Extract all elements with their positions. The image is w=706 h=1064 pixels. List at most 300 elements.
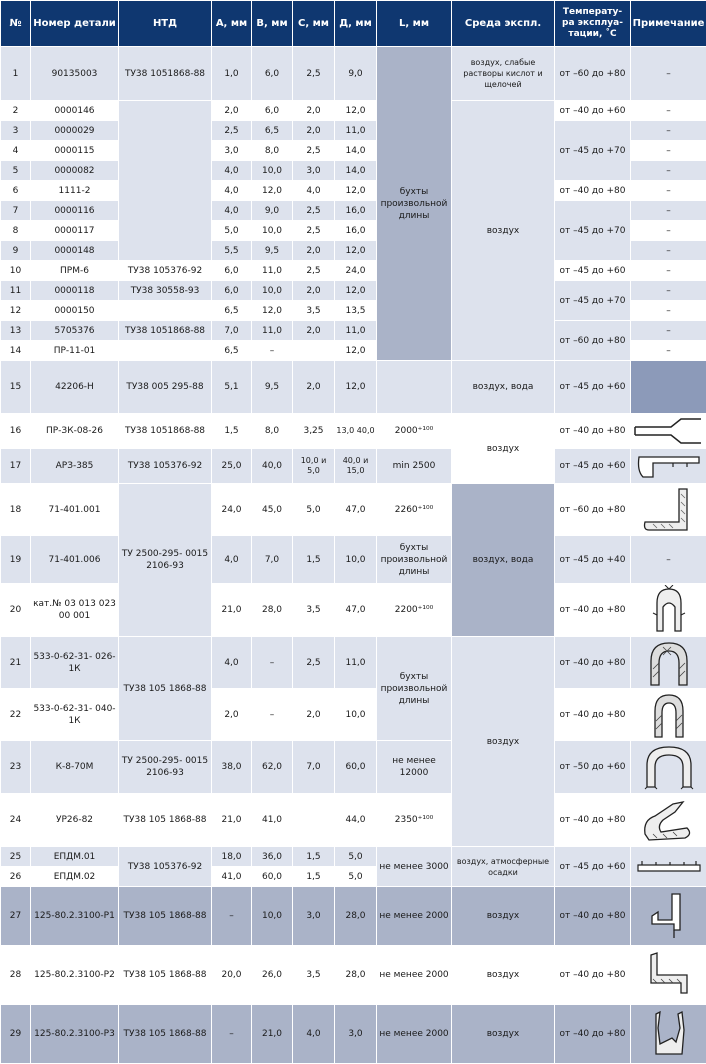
cell-c: 3,25 bbox=[293, 414, 335, 449]
cell-a: 4,0 bbox=[212, 536, 252, 584]
cell-part: 0000146 bbox=[31, 101, 119, 121]
cell-num: 3 bbox=[1, 121, 31, 141]
header-b: В, мм bbox=[252, 1, 293, 47]
cell-a: – bbox=[212, 887, 252, 946]
cell-ntd: ТУ38 105 1868-88 bbox=[119, 794, 212, 847]
cell-num: 15 bbox=[1, 361, 31, 414]
cell-l: не менее 3000 bbox=[377, 847, 452, 887]
cell-b: 6,0 bbox=[252, 101, 293, 121]
cell-a: 7,0 bbox=[212, 321, 252, 341]
cell-temp: от –45 до +60 bbox=[555, 847, 631, 887]
cell-b: 41,0 bbox=[252, 794, 293, 847]
cell-l: 2200⁺¹⁰⁰ bbox=[377, 584, 452, 637]
cell-temp: от –40 до +80 bbox=[555, 584, 631, 637]
cell-a: 5,1 bbox=[212, 361, 252, 414]
cell-ntd: ТУ38 105376-92 bbox=[119, 847, 212, 887]
cell-d: 16,0 bbox=[335, 201, 377, 221]
cell-d: 47,0 bbox=[335, 484, 377, 536]
cell-l: бухты произвольной длины bbox=[377, 536, 452, 584]
cell-note: – bbox=[631, 261, 706, 281]
cell-note bbox=[631, 449, 706, 484]
cell-note: – bbox=[631, 101, 706, 121]
cell-env: воздух bbox=[452, 887, 555, 946]
cell-b: 12,0 bbox=[252, 301, 293, 321]
cell-note bbox=[631, 847, 706, 887]
cell-l bbox=[377, 361, 452, 414]
cell-num: 18 bbox=[1, 484, 31, 536]
cell-c: 2,0 bbox=[293, 689, 335, 741]
cell-b: – bbox=[252, 689, 293, 741]
cell-temp: от –40 до +80 bbox=[555, 794, 631, 847]
cell-temp: от –40 до +80 bbox=[555, 414, 631, 449]
cell-d: 10,0 bbox=[335, 536, 377, 584]
cell-a: 2,0 bbox=[212, 689, 252, 741]
cell-note bbox=[631, 741, 706, 794]
cell-part: 125-80.2.3100-Р2 bbox=[31, 946, 119, 1005]
table-row bbox=[1, 181, 706, 201]
cell-note: – bbox=[631, 241, 706, 261]
cell-num: 5 bbox=[1, 161, 31, 181]
cell-d: 5,0 bbox=[335, 847, 377, 867]
table-row bbox=[1, 794, 706, 847]
cell-temp: от –40 до +60 bbox=[555, 101, 631, 121]
cell-a: 6,5 bbox=[212, 301, 252, 321]
cell-num: 23 bbox=[1, 741, 31, 794]
cell-temp: от –45 до +60 bbox=[555, 449, 631, 484]
cell-temp: от –40 до +80 bbox=[555, 181, 631, 201]
table-row bbox=[1, 536, 706, 584]
header-note: Примечание bbox=[631, 1, 706, 47]
cell-a: 5,5 bbox=[212, 241, 252, 261]
hook-profile-icon bbox=[639, 798, 699, 842]
cell-b: 28,0 bbox=[252, 584, 293, 637]
cell-note: – bbox=[631, 161, 706, 181]
cell-ntd bbox=[119, 301, 212, 321]
step-profile-icon bbox=[644, 890, 694, 942]
cell-num: 13 bbox=[1, 321, 31, 341]
cell-b: 21,0 bbox=[252, 1005, 293, 1064]
cell-env: воздух, вода bbox=[452, 484, 555, 637]
cell-a: – bbox=[212, 1005, 252, 1064]
cell-c: 5,0 bbox=[293, 484, 335, 536]
table-row bbox=[1, 946, 706, 1005]
cell-c: 1,5 bbox=[293, 536, 335, 584]
cell-c: 2,5 bbox=[293, 637, 335, 689]
cell-note bbox=[631, 794, 706, 847]
cell-ntd: ТУ38 105 1868-88 bbox=[119, 946, 212, 1005]
cell-ntd: ТУ38 105 1868-88 bbox=[119, 887, 212, 946]
cell-part: 0000029 bbox=[31, 121, 119, 141]
cell-num: 26 bbox=[1, 867, 31, 887]
cell-num: 22 bbox=[1, 689, 31, 741]
cell-part: 0000148 bbox=[31, 241, 119, 261]
cell-d: 14,0 bbox=[335, 161, 377, 181]
cell-part: 1111-2 bbox=[31, 181, 119, 201]
cell-d: 11,0 bbox=[335, 637, 377, 689]
cell-b: – bbox=[252, 637, 293, 689]
cell-c: 1,5 bbox=[293, 847, 335, 867]
table-row bbox=[1, 321, 706, 341]
cell-num: 14 bbox=[1, 341, 31, 361]
cell-note: – bbox=[631, 536, 706, 584]
cell-num: 17 bbox=[1, 449, 31, 484]
cell-a: 6,0 bbox=[212, 261, 252, 281]
cell-b: 40,0 bbox=[252, 449, 293, 484]
cell-ntd: ТУ 2500-295- 0015 2106-93 bbox=[119, 484, 212, 637]
cell-part: ПРМ-6 bbox=[31, 261, 119, 281]
l-profile-icon bbox=[639, 486, 699, 534]
cell-part: 0000082 bbox=[31, 161, 119, 181]
cell-l: не менее 12000 bbox=[377, 741, 452, 794]
cell-a: 21,0 bbox=[212, 794, 252, 847]
cell-env: воздух bbox=[452, 101, 555, 361]
cell-part: 90135003 bbox=[31, 47, 119, 101]
cell-c: 2,5 bbox=[293, 221, 335, 241]
cell-ntd: ТУ38 105 1868-88 bbox=[119, 637, 212, 741]
cell-a: 3,0 bbox=[212, 141, 252, 161]
header-env: Среда экспл. bbox=[452, 1, 555, 47]
cell-ntd: ТУ38 1051868-88 bbox=[119, 321, 212, 341]
cell-a: 25,0 bbox=[212, 449, 252, 484]
cell-ntd: ТУ38 1051868-88 bbox=[119, 47, 212, 101]
cell-c: 2,0 bbox=[293, 241, 335, 261]
header-temp: Температу- ра эксплуа- тации, ˚С bbox=[555, 1, 631, 47]
cell-ntd: ТУ 2500-295- 0015 2106-93 bbox=[119, 741, 212, 794]
cell-part: ПР-11-01 bbox=[31, 341, 119, 361]
cell-c: 2,5 bbox=[293, 261, 335, 281]
cell-temp: от –60 до +80 bbox=[555, 484, 631, 536]
cell-d: 12,0 bbox=[335, 361, 377, 414]
cell-d: 47,0 bbox=[335, 584, 377, 637]
table-row bbox=[1, 637, 706, 689]
cell-part: ПР-ЗК-08-26 bbox=[31, 414, 119, 449]
cell-ntd: ТУ38 105376-92 bbox=[119, 261, 212, 281]
cell-c: 7,0 bbox=[293, 741, 335, 794]
cell-c bbox=[293, 341, 335, 361]
cell-num: 25 bbox=[1, 847, 31, 867]
cell-note: – bbox=[631, 221, 706, 241]
cell-b: 9,5 bbox=[252, 361, 293, 414]
cell-num: 19 bbox=[1, 536, 31, 584]
cell-c: 2,0 bbox=[293, 121, 335, 141]
cell-b: 9,5 bbox=[252, 241, 293, 261]
cell-d: 12,0 bbox=[335, 181, 377, 201]
cell-part: 125-80.2.3100-Р1 bbox=[31, 887, 119, 946]
cell-temp: от –50 до +60 bbox=[555, 741, 631, 794]
table-row bbox=[1, 201, 706, 221]
cell-a: 4,0 bbox=[212, 637, 252, 689]
cell-note bbox=[631, 584, 706, 637]
cell-a: 4,0 bbox=[212, 161, 252, 181]
cell-temp: от –40 до +80 bbox=[555, 1005, 631, 1064]
cell-a: 2,0 bbox=[212, 101, 252, 121]
cell-b: 60,0 bbox=[252, 867, 293, 887]
cell-b: 6,0 bbox=[252, 47, 293, 101]
cell-b: 10,0 bbox=[252, 887, 293, 946]
cell-d: 12,0 bbox=[335, 241, 377, 261]
cell-note: – bbox=[631, 281, 706, 301]
cell-a: 1,5 bbox=[212, 414, 252, 449]
cell-part: УР26-82 bbox=[31, 794, 119, 847]
cell-temp: от –45 до +60 bbox=[555, 261, 631, 281]
cell-note: – bbox=[631, 47, 706, 101]
cell-a: 41,0 bbox=[212, 867, 252, 887]
y-profile-icon bbox=[633, 416, 705, 446]
cell-part: 0000116 bbox=[31, 201, 119, 221]
cell-note bbox=[631, 946, 706, 1005]
table-row bbox=[1, 847, 706, 867]
cell-b: 11,0 bbox=[252, 321, 293, 341]
cell-c: 2,0 bbox=[293, 361, 335, 414]
cell-a: 38,0 bbox=[212, 741, 252, 794]
cell-part: 0000150 bbox=[31, 301, 119, 321]
cell-c: 10,0 и 5,0 bbox=[293, 449, 335, 484]
cell-num: 11 bbox=[1, 281, 31, 301]
cell-note: – bbox=[631, 301, 706, 321]
cell-b: 10,0 bbox=[252, 161, 293, 181]
cell-b: 6,5 bbox=[252, 121, 293, 141]
cell-ntd bbox=[119, 101, 212, 261]
cell-part: 71-401.006 bbox=[31, 536, 119, 584]
cell-c: 3,5 bbox=[293, 946, 335, 1005]
cell-note: – bbox=[631, 141, 706, 161]
table-row bbox=[1, 121, 706, 141]
cell-l: бухты произвольной длины bbox=[377, 637, 452, 741]
cell-b: 8,0 bbox=[252, 414, 293, 449]
cell-c: 2,0 bbox=[293, 281, 335, 301]
cell-c: 3,5 bbox=[293, 301, 335, 321]
cell-a: 20,0 bbox=[212, 946, 252, 1005]
header-num: № bbox=[1, 1, 31, 47]
cell-num: 7 bbox=[1, 201, 31, 221]
cell-part: 0000115 bbox=[31, 141, 119, 161]
cell-note bbox=[631, 637, 706, 689]
cell-d: 10,0 bbox=[335, 689, 377, 741]
header-row bbox=[1, 1, 706, 47]
cell-ntd: ТУ38 1051868-88 bbox=[119, 414, 212, 449]
cell-l: не менее 2000 bbox=[377, 946, 452, 1005]
cell-part: АРЗ-385 bbox=[31, 449, 119, 484]
cell-part: 71-401.001 bbox=[31, 484, 119, 536]
cell-note: – bbox=[631, 321, 706, 341]
cell-ntd bbox=[119, 341, 212, 361]
cell-l: min 2500 bbox=[377, 449, 452, 484]
cell-env: воздух, слабые растворы кислот и щелочей bbox=[452, 47, 555, 101]
cell-env: воздух bbox=[452, 637, 555, 847]
flat-strip-icon bbox=[634, 857, 704, 877]
cell-d: 44,0 bbox=[335, 794, 377, 847]
table-row bbox=[1, 887, 706, 946]
cell-num: 29 bbox=[1, 1005, 31, 1064]
cell-b: 7,0 bbox=[252, 536, 293, 584]
narrow-u-profile-icon bbox=[647, 691, 691, 739]
cell-temp: от –40 до +80 bbox=[555, 689, 631, 741]
cell-a: 24,0 bbox=[212, 484, 252, 536]
table-row bbox=[1, 281, 706, 301]
cell-temp: от –40 до +80 bbox=[555, 637, 631, 689]
cell-note: – bbox=[631, 181, 706, 201]
cell-d: 5,0 bbox=[335, 867, 377, 887]
cell-l: 2350⁺¹⁰⁰ bbox=[377, 794, 452, 847]
cell-part: кат.№ 03 013 023 00 001 bbox=[31, 584, 119, 637]
table-row bbox=[1, 584, 706, 637]
cell-l: не менее 2000 bbox=[377, 887, 452, 946]
z-profile-icon bbox=[641, 949, 697, 1001]
u-profile-icon bbox=[645, 639, 693, 687]
cell-d: 12,0 bbox=[335, 341, 377, 361]
cell-note bbox=[631, 414, 706, 449]
cell-env: воздух bbox=[452, 1005, 555, 1064]
cell-d: 11,0 bbox=[335, 121, 377, 141]
cell-ntd: ТУ38 005 295-88 bbox=[119, 361, 212, 414]
cell-note bbox=[631, 484, 706, 536]
cell-a: 1,0 bbox=[212, 47, 252, 101]
cell-d: 28,0 bbox=[335, 887, 377, 946]
clip-profile-icon bbox=[647, 585, 691, 635]
cell-note: – bbox=[631, 121, 706, 141]
cell-b: 36,0 bbox=[252, 847, 293, 867]
cell-env: воздух, атмосферные осадки bbox=[452, 847, 555, 887]
cell-c: 2,5 bbox=[293, 201, 335, 221]
cell-b: 9,0 bbox=[252, 201, 293, 221]
cell-ntd: ТУ38 30558-93 bbox=[119, 281, 212, 301]
cell-ntd: ТУ38 105 1868-88 bbox=[119, 1005, 212, 1064]
cell-b: 12,0 bbox=[252, 181, 293, 201]
cell-a: 18,0 bbox=[212, 847, 252, 867]
cell-l: 2000⁺¹⁰⁰ bbox=[377, 414, 452, 449]
cell-d: 13,5 bbox=[335, 301, 377, 321]
cell-d: 60,0 bbox=[335, 741, 377, 794]
cell-num: 1 bbox=[1, 47, 31, 101]
cell-temp: от –45 до +70 bbox=[555, 201, 631, 261]
table-row bbox=[1, 361, 706, 414]
header-d: Д, мм bbox=[335, 1, 377, 47]
color-swatch bbox=[631, 361, 706, 414]
cell-num: 9 bbox=[1, 241, 31, 261]
cell-num: 4 bbox=[1, 141, 31, 161]
cell-c: 2,5 bbox=[293, 141, 335, 161]
cell-d: 9,0 bbox=[335, 47, 377, 101]
cell-num: 28 bbox=[1, 946, 31, 1005]
cell-a: 4,0 bbox=[212, 181, 252, 201]
cell-num: 21 bbox=[1, 637, 31, 689]
cell-temp: от –60 до +80 bbox=[555, 47, 631, 101]
cell-ntd: ТУ38 105376-92 bbox=[119, 449, 212, 484]
cell-part: 533-0-62-31- 040-1К bbox=[31, 689, 119, 741]
cell-d: 24,0 bbox=[335, 261, 377, 281]
cell-a: 6,0 bbox=[212, 281, 252, 301]
cell-c bbox=[293, 794, 335, 847]
channel-profile-icon bbox=[644, 1008, 694, 1060]
cell-temp: от –45 до +70 bbox=[555, 281, 631, 321]
cell-a: 2,5 bbox=[212, 121, 252, 141]
cell-temp: от –60 до +80 bbox=[555, 321, 631, 361]
cell-c: 2,0 bbox=[293, 321, 335, 341]
cell-b: 45,0 bbox=[252, 484, 293, 536]
large-u-profile-icon bbox=[643, 743, 695, 791]
cell-d: 14,0 bbox=[335, 141, 377, 161]
cell-b: 11,0 bbox=[252, 261, 293, 281]
cell-num: 24 bbox=[1, 794, 31, 847]
t-profile-icon bbox=[633, 451, 705, 481]
cell-part: 0000117 bbox=[31, 221, 119, 241]
cell-b: 10,0 bbox=[252, 221, 293, 241]
cell-l: не менее 2000 bbox=[377, 1005, 452, 1064]
cell-num: 20 bbox=[1, 584, 31, 637]
cell-num: 12 bbox=[1, 301, 31, 321]
cell-temp: от –40 до +80 bbox=[555, 887, 631, 946]
cell-temp: от –40 до +80 bbox=[555, 946, 631, 1005]
cell-d: 12,0 bbox=[335, 101, 377, 121]
cell-env: воздух, вода bbox=[452, 361, 555, 414]
cell-note: – bbox=[631, 341, 706, 361]
cell-a: 21,0 bbox=[212, 584, 252, 637]
cell-note bbox=[631, 689, 706, 741]
cell-num: 27 bbox=[1, 887, 31, 946]
cell-num: 2 bbox=[1, 101, 31, 121]
cell-d: 3,0 bbox=[335, 1005, 377, 1064]
cell-temp: от –45 до +60 bbox=[555, 361, 631, 414]
cell-c: 2,0 bbox=[293, 101, 335, 121]
cell-b: 62,0 bbox=[252, 741, 293, 794]
cell-d: 12,0 bbox=[335, 281, 377, 301]
cell-part: ЕПДМ.01 bbox=[31, 847, 119, 867]
table-row bbox=[1, 741, 706, 794]
cell-part: 42206-Н bbox=[31, 361, 119, 414]
cell-a: 4,0 bbox=[212, 201, 252, 221]
table-row bbox=[1, 47, 706, 101]
cell-a: 6,5 bbox=[212, 341, 252, 361]
cell-l: бухты произвольной длины bbox=[377, 47, 452, 361]
cell-part: ЕПДМ.02 bbox=[31, 867, 119, 887]
cell-b: – bbox=[252, 341, 293, 361]
cell-part: К-8-70М bbox=[31, 741, 119, 794]
cell-c: 4,0 bbox=[293, 181, 335, 201]
cell-c: 3,0 bbox=[293, 887, 335, 946]
header-ntd: НТД bbox=[119, 1, 212, 47]
cell-num: 10 bbox=[1, 261, 31, 281]
cell-temp: от –45 до +40 bbox=[555, 536, 631, 584]
header-a: А, мм bbox=[212, 1, 252, 47]
cell-b: 26,0 bbox=[252, 946, 293, 1005]
cell-note bbox=[631, 887, 706, 946]
cell-part: 125-80.2.3100-Р3 bbox=[31, 1005, 119, 1064]
cell-num: 8 bbox=[1, 221, 31, 241]
table-row bbox=[1, 689, 706, 741]
cell-temp: от –45 до +70 bbox=[555, 121, 631, 181]
cell-d: 28,0 bbox=[335, 946, 377, 1005]
table-row bbox=[1, 449, 706, 484]
table-row bbox=[1, 261, 706, 281]
header-c: С, мм bbox=[293, 1, 335, 47]
cell-b: 10,0 bbox=[252, 281, 293, 301]
cell-num: 6 bbox=[1, 181, 31, 201]
cell-num: 16 bbox=[1, 414, 31, 449]
cell-d: 11,0 bbox=[335, 321, 377, 341]
header-part: Номер детали bbox=[31, 1, 119, 47]
cell-a: 5,0 bbox=[212, 221, 252, 241]
cell-env: воздух bbox=[452, 414, 555, 484]
cell-c: 3,0 bbox=[293, 161, 335, 181]
table-row bbox=[1, 101, 706, 121]
cell-c: 2,5 bbox=[293, 47, 335, 101]
cell-part: 5705376 bbox=[31, 321, 119, 341]
cell-part: 533-0-62-31- 026-1К bbox=[31, 637, 119, 689]
cell-b: 8,0 bbox=[252, 141, 293, 161]
cell-d: 16,0 bbox=[335, 221, 377, 241]
table-row bbox=[1, 484, 706, 536]
cell-c: 4,0 bbox=[293, 1005, 335, 1064]
